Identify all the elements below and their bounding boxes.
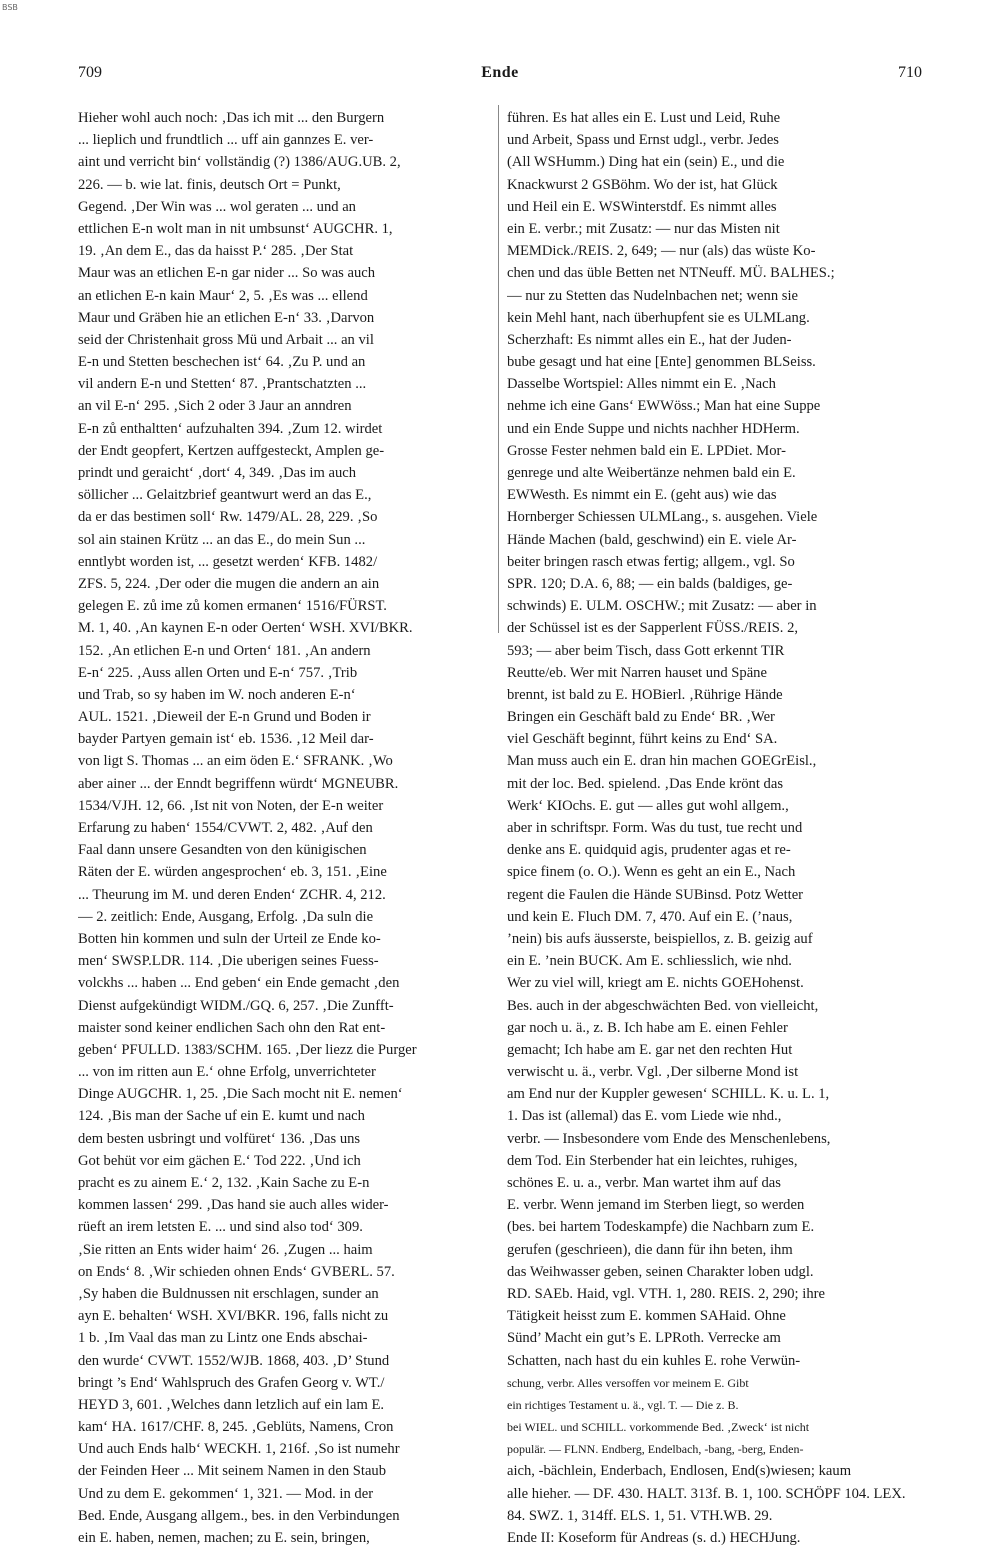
text-line: Dasselbe Wortspiel: Alles nimmt ein E. ‚Nach [507, 376, 776, 393]
text-line: ‚Sie ritten an Ents wider haim‘ 26. ‚Zugen ... haim [78, 1241, 373, 1258]
text-line: aber ainer ... der Enndt begriffenn würdt‘ MGNEUBR. [78, 775, 399, 792]
text-line: (bes. bei hartem Todeskampfe) die Nachbarn zum E. [507, 1219, 815, 1236]
text-line: und Heil ein E. WSWinterstdf. Es nimmt alles [507, 198, 777, 215]
text-line: men‘ SWSP.LDR. 114. ‚Die uberigen seines Fuess- [78, 953, 379, 970]
text-line: mit der loc. Bed. spielend. ‚Das Ende krönt das [507, 775, 783, 792]
text-line: on Ends‘ 8. ‚Wir schieden ohnen Ends‘ GVBERL. 57. [78, 1263, 395, 1280]
text-line: da er das bestimen soll‘ Rw. 1479/AL. 28, 229. ‚So [78, 509, 378, 526]
text-line: E-n‘ 225. ‚Auss allen Orten und E-n‘ 757. ‚Trib [78, 664, 358, 681]
text-line: viel Geschäft beginnt, führt keins zu End‘ SA. [507, 731, 778, 748]
text-line: E-n zů enthaltten‘ aufzuhalten 394. ‚Zum 12. wirdet [78, 420, 383, 437]
text-line: ayn E. behalten‘ WSH. XVI/BKR. 196, falls nicht zu [78, 1308, 389, 1325]
text-line: an etlichen E-n kain Maur‘ 2, 5. ‚Es was ... ellend [78, 287, 368, 304]
text-line: kam‘ HA. 1617/CHF. 8, 245. ‚Geblüts, Namens, Cron [78, 1419, 394, 1436]
text-line: schwinds) E. ULM. OSCHW.; mit Zusatz: — aber in [507, 598, 817, 615]
text-line: Tätigkeit heisst zum E. kommen SAHaid. Ohne [507, 1308, 786, 1325]
text-line: gelegen E. zů ime zů komen ermanen‘ 1516/FÜRST. [78, 598, 387, 615]
headword-title: Ende [481, 64, 519, 81]
page-number-right: 710 [898, 64, 922, 81]
text-line: spice finem (o. O.). Wenn es geht an ein E., Nach [507, 864, 796, 881]
text-line: Wer zu viel will, kriegt am E. nichts GOEHohenst. [507, 975, 804, 992]
text-line: dem Tod. Ein Sterbender hat ein leichtes, ruhiges, [507, 1152, 798, 1169]
text-line: der Feinden Heer ... Mit seinem Namen in den Staub [78, 1463, 387, 1480]
text-line: enntlybt worden ist, ... gesetzt werden‘ KFB. 1482/ [78, 553, 378, 570]
text-line: chen und das üble Betten net NTNeuff. MÜ. BALHES.; [507, 265, 835, 282]
library-stamp: BSB [2, 3, 18, 12]
text-line: und Arbeit, Spass und Ernst udgl., verbr. Jedes [507, 132, 779, 149]
page-number-left: 709 [78, 64, 102, 81]
text-line: verwischt u. ä., verbr. Vgl. ‚Der silberne Mond ist [507, 1064, 799, 1081]
text-line: aich, -bächlein, Enderbach, Endlosen, End(s)wiesen; kaum [507, 1463, 852, 1480]
text-line: nehme ich eine Gans‘ EWWöss.; Man hat eine Suppe [507, 398, 821, 415]
text-line: Hieher wohl auch noch: ‚Das ich mit ... den Burgern [78, 110, 385, 126]
text-line: AUL. 1521. ‚Dieweil der E-n Grund und Boden ir [78, 709, 371, 726]
text-line: Erfarung zu haben‘ 1554/CVWT. 2, 482. ‚Auf den [78, 820, 373, 836]
text-line: söllicher ... Gelaitzbrief geantwurt werd an das E., [78, 487, 372, 504]
text-line: am End nur der Kuppler gewesen‘ SCHILL. K. u. L. 1, [507, 1086, 830, 1103]
text-line: — 2. zeitlich: Ende, Ausgang, Erfolg. ‚Da suln die [78, 908, 374, 925]
text-line: Hornberger Schiessen ULMLang., s. ausgehen. Viele [507, 509, 818, 526]
text-line: 1 b. ‚Im Vaal das man zu Lintz one Ends abschai- [78, 1330, 368, 1347]
text-line: kein Mehl hant, nach überhupfent sie es ULMLang. [507, 309, 810, 326]
text-line: gar noch u. ä., z. B. Ich habe am E. einen Fehler [507, 1019, 788, 1036]
text-line: seid der Christenhait gross Mü und Arbait ... an vil [78, 331, 374, 348]
text-line: ein richtiges Testament u. ä., vgl. T. — Die z. B. [507, 1397, 739, 1412]
text-line: E. verbr. Wenn jemand im Sterben liegt, so werden [507, 1197, 805, 1214]
text-line: Gegend. ‚Der Win was ... wol geraten ... und an [78, 198, 356, 215]
text-line: E-n und Stetten beschechen ist‘ 64. ‚Zu P. und an [78, 354, 366, 371]
text-line: 593; — aber beim Tisch, dass Gott erkennt TIR [507, 642, 785, 659]
text-line: maister sond keiner endlichen Sach ohn den Rat ent- [78, 1019, 386, 1036]
text-line: ... lieplich und frundtlich ... uff ain gannzes E. ver- [78, 132, 374, 149]
text-line: Schatten, nach hast du ein kuhles E. rohe Verwün- [507, 1352, 801, 1369]
text-line: das Weihwasser geben, seinen Charakter loben udgl. [507, 1263, 814, 1280]
text-line: Und auch Ends halb‘ WECKH. 1, 216f. ‚So ist numehr [78, 1441, 400, 1458]
text-line: Ende II: Koseform für Andreas (s. d.) HECHJung. [507, 1530, 801, 1546]
text-line: der Schüssel ist es der Sapperlent FÜSS./REIS. 2, [507, 620, 799, 637]
text-line: Man muss auch ein E. dran hin machen GOEGrEisl., [507, 753, 817, 770]
page-header [78, 64, 922, 86]
text-line: Reutte/eb. Wer mit Narren hauset und Späne [507, 664, 767, 681]
text-line: HEYD 3, 601. ‚Welches dann letzlich auf ein lam E. [78, 1396, 385, 1413]
text-line: und ein Ende Suppe und nichts nachher HDHerm. [507, 420, 800, 437]
text-line: (All WSHumm.) Ding hat ein (sein) E., und die [507, 154, 785, 171]
text-line: und Trab, so sy haben im W. noch anderen E-n‘ [78, 686, 356, 703]
text-line: Dienst aufgekündigt WIDM./GQ. 6, 257. ‚Die Zunfft- [78, 997, 394, 1014]
text-line: Bes. auch in der abgeschwächten Bed. von vielleicht, [507, 997, 819, 1014]
text-line: bei WIEL. und SCHILL. vorkommende Bed. ‚Zweck‘ ist nicht [507, 1420, 810, 1435]
text-line: bringt ’s End‘ Wahlspruch des Grafen Georg v. WT./ [78, 1374, 385, 1391]
text-line: pracht es zu ainem E.‘ 2, 132. ‚Kain Sache zu E-n [78, 1175, 370, 1191]
text-line: Knackwurst 2 GSBöhm. Wo der ist, hat Glück [507, 176, 778, 193]
text-line: den wurde‘ CVWT. 1552/WJB. 1868, 403. ‚D’ Stund [78, 1352, 390, 1369]
text-line: ... Theurung im M. und deren Enden‘ ZCHR. 4, 212. [78, 886, 386, 903]
text-line: populär. — FLNN. Endberg, Endelbach, -bang, -berg, Enden- [507, 1442, 804, 1457]
text-line: MEMDick./REIS. 2, 649; — nur (als) das wüste Ko- [507, 243, 816, 260]
text-line: 226. — b. wie lat. finis, deutsch Ort = Punkt, [78, 176, 341, 193]
text-line: 84. SWZ. 1, 314ff. ELS. 1, 51. VTH.WB. 29. [507, 1507, 773, 1524]
text-line: M. 1, 40. ‚An kaynen E-n oder Oerten‘ WSH. XVI/BKR. [78, 620, 413, 637]
text-line: verbr. — Insbesondere vom Ende des Menschenlebens, [507, 1130, 831, 1147]
text-line: der Endt geopfert, Kertzen auffgesteckt, Amplen ge- [78, 442, 385, 459]
left-column [78, 107, 492, 1549]
text-line: ZFS. 5, 224. ‚Der oder die mugen die andern an ain [78, 575, 380, 592]
text-line: Bed. Ende, Ausgang allgem., bes. in den Verbindungen [78, 1507, 400, 1524]
text-line: EWWesth. Es nimmt ein E. (geht aus) wie das [507, 487, 777, 504]
text-line: 19. ‚An dem E., das da haisst P.‘ 285. ‚Der Stat [78, 243, 354, 260]
text-line: — nur zu Stetten das Nudelnbachen net; wenn sie [507, 287, 798, 304]
text-line: 1534/VJH. 12, 66. ‚Ist nit von Noten, der E-n weiter [78, 797, 384, 814]
text-line: 124. ‚Bis man der Sache uf ein E. kumt und nach [78, 1108, 365, 1125]
text-line: führen. Es hat alles ein E. Lust und Leid, Ruhe [507, 110, 781, 126]
text-line: an vil E-n‘ 295. ‚Sich 2 oder 3 Jaur an anndren [78, 398, 352, 415]
text-line: und kein E. Fluch DM. 7, 470. Auf ein E. (’naus, [507, 908, 793, 925]
text-line: prindt und geraicht‘ ‚dort‘ 4, 349. ‚Das im auch [78, 465, 357, 481]
text-line: Sünd’ Macht ein gut’s E. LPRoth. Verrecke am [507, 1330, 781, 1347]
text-line: Dinge AUGCHR. 1, 25. ‚Die Sach mocht nit E. nemen‘ [78, 1086, 403, 1103]
text-line: ... von im ritten aun E.‘ ohne Erfolg, unverrichteter [78, 1064, 376, 1081]
text-line: beiter bringen rasch etwas fertig; allgem., vgl. So [507, 553, 795, 570]
text-line: Hände Machen (bald, geschwind) ein E. viele Ar- [507, 531, 797, 548]
text-line: gerufen (geschrieen), die dann für ihn beten, ihm [507, 1241, 793, 1258]
text-line: ’nein) bis aufs äusserste, beispiellos, z. B. geizig auf [507, 930, 813, 947]
text-line: ein E. haben, nemen, machen; zu E. sein, bringen, [78, 1530, 370, 1546]
text-line: schönes E. u. a., verbr. Man wartet ihm auf das [507, 1175, 781, 1191]
text-line: Maur und Gräben hie an etlichen E-n‘ 33. ‚Darvon [78, 309, 375, 326]
text-line: Bringen ein Geschäft bald zu Ende‘ BR. ‚Wer [507, 709, 775, 726]
text-line: 152. ‚An etlichen E-n und Orten‘ 181. ‚An andern [78, 642, 371, 659]
text-line: Botten hin kommen und suln der Urteil ze Ende ko- [78, 930, 381, 947]
column-divider [498, 105, 499, 633]
text-line: bayder Partyen gemain ist‘ eb. 1536. ‚12 Meil dar- [78, 731, 374, 748]
text-line: gemacht; Ich habe am E. gar net den rechten Hut [507, 1041, 793, 1058]
text-line: Scherzhaft: Es nimmt alles ein E., hat der Juden- [507, 331, 792, 348]
text-line: kommen lassen‘ 299. ‚Das hand sie auch alles wider- [78, 1197, 389, 1214]
text-line: Grosse Fester nehmen bald ein E. LPDiet. Mor- [507, 442, 786, 459]
text-line: alle hieher. — DF. 430. HALT. 313f. B. 1, 100. SCHÖPF 104. LEX. [507, 1485, 906, 1502]
text-line: sol ain stainen Krütz ... an das E., do mein Sun ... [78, 531, 366, 548]
text-line: aber in schriftspr. Form. Was du tust, tue recht und [507, 820, 803, 836]
text-line: Und zu dem E. gekommen‘ 1, 321. — Mod. in der [78, 1485, 374, 1502]
text-line: Got behüt vor eim gächen E.‘ Tod 222. ‚Und ich [78, 1152, 361, 1169]
text-line: Werk‘ KIOchs. E. gut — alles gut wohl allgem., [507, 797, 789, 814]
text-line: ein E. ’nein BUCK. Am E. schliesslich, wie nhd. [507, 953, 792, 970]
text-line: aint und verricht bin‘ vollständig (?) 1386/AUG.UB. 2, [78, 154, 401, 171]
text-line: ettlichen E-n wolt man in nit umbsunst‘ AUGCHR. 1, [78, 220, 393, 237]
text-line: vil andern E-n und Stetten‘ 87. ‚Prantschatzten ... [78, 376, 367, 393]
text-line: schung, verbr. Alles versoffen vor meinem E. Gibt [507, 1375, 749, 1390]
text-line: Faal dann unsere Gesandten von den künigischen [78, 842, 367, 859]
text-line: geben‘ PFULLD. 1383/SCHM. 165. ‚Der liezz die Purger [78, 1041, 417, 1058]
text-line: denke ans E. quidquid agis, prudenter agas et re- [507, 842, 791, 859]
text-line: rüeft an irem letsten E. ... und sind also tod‘ 309. [78, 1219, 363, 1236]
text-line: volckhs ... haben ... End geben‘ ein Ende gemacht ‚den [78, 975, 400, 992]
text-line: Maur was an etlichen E-n gar nider ... So was auch [78, 265, 376, 282]
right-column [507, 107, 920, 1549]
text-line: dem besten usbringt und volfüret‘ 136. ‚Das uns [78, 1130, 361, 1147]
text-line: Räten der E. würden angesprochen‘ eb. 3, 151. ‚Eine [78, 864, 387, 881]
text-line: genrege und alte Weibertänze nehmen bald ein E. [507, 465, 796, 481]
text-line: 1. Das ist (allemal) das E. vom Liede wie nhd., [507, 1108, 782, 1125]
text-line: brennt, ist bald zu E. HOBierl. ‚Rührige Hände [507, 686, 783, 703]
text-line: ein E. verbr.; mit Zusatz: — nur das Misten nit [507, 220, 780, 237]
text-line: von ligt S. Thomas ... an eim öden E.‘ SFRANK. ‚Wo [78, 753, 393, 770]
text-line: SPR. 120; D.A. 6, 88; — ein balds (baldiges, ge- [507, 575, 793, 592]
text-line: bube gesagt und hat eine [Ente] genommen BLSeiss. [507, 354, 816, 371]
text-line: RD. SAEb. Haid, vgl. VTH. 1, 280. REIS. 2, 290; ihre [507, 1285, 825, 1302]
text-line: ‚Sy haben die Buldnussen nit erschlagen, sunder an [78, 1285, 379, 1302]
text-line: regent die Faulen die Hände SUBinsd. Potz Wetter [507, 886, 804, 903]
